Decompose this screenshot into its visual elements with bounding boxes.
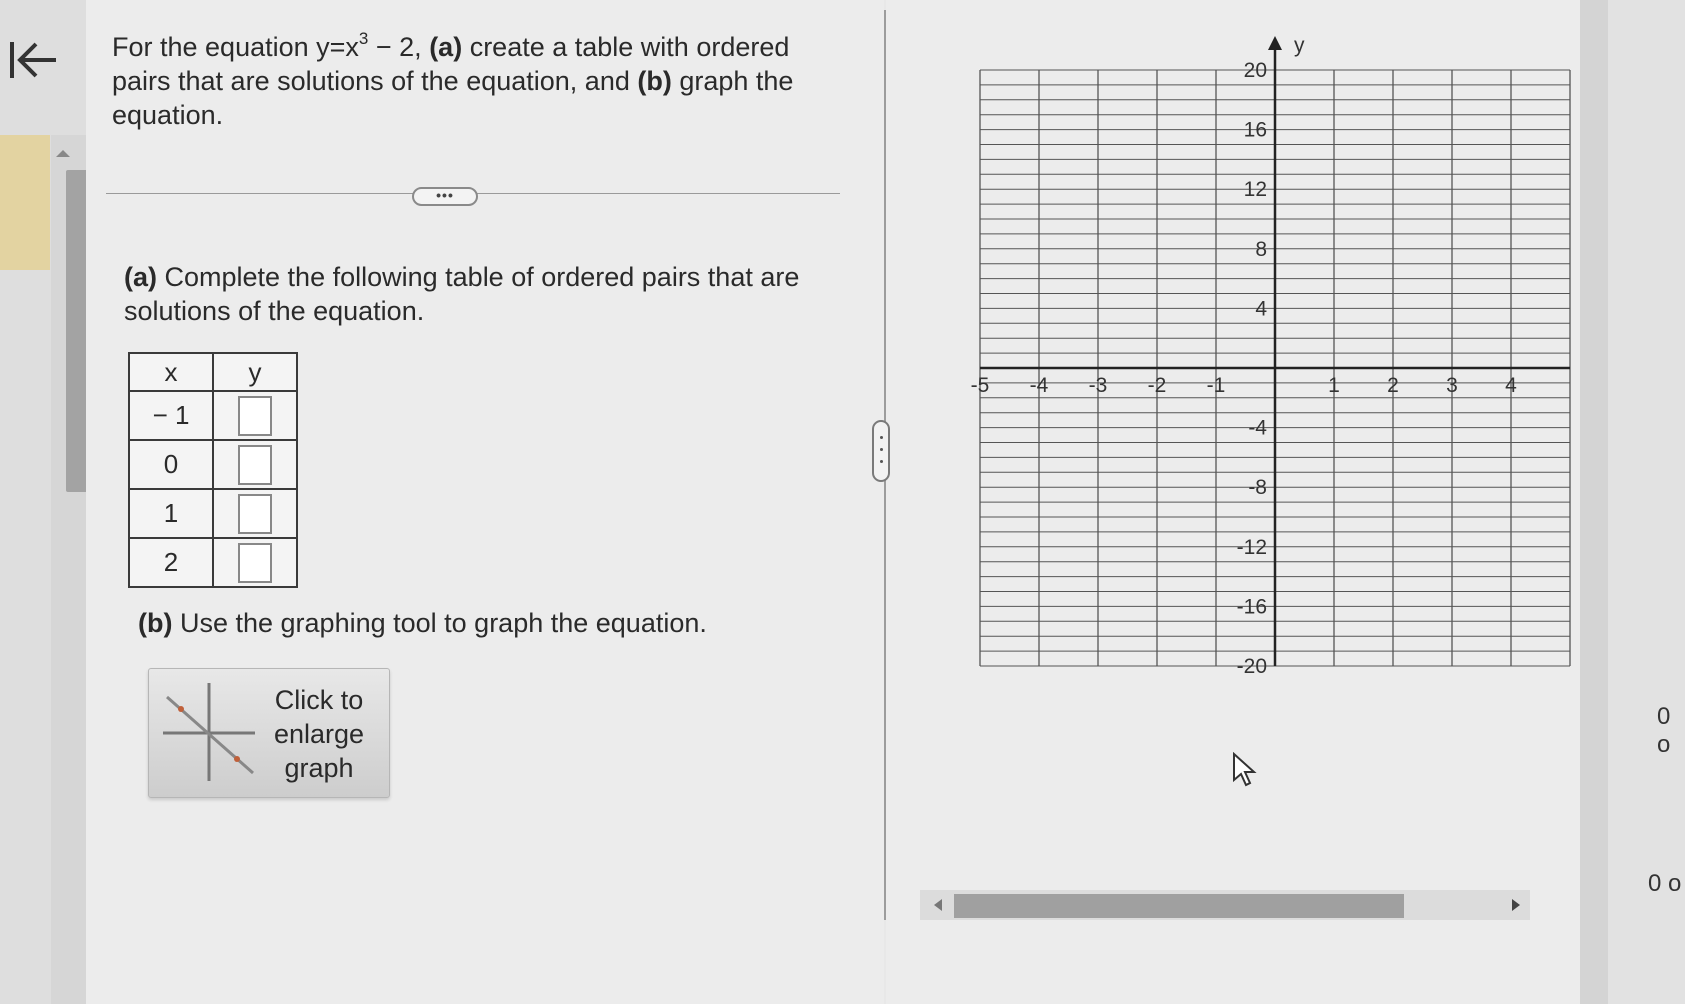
y-tick-label: -4: [1248, 416, 1267, 440]
y-answer-input[interactable]: [238, 543, 272, 583]
scroll-right-arrow-icon[interactable]: [1512, 899, 1520, 911]
x-value-cell: 2: [129, 538, 213, 587]
x-tick-label: -5: [970, 374, 990, 397]
right-edge-panel: [1608, 0, 1685, 1004]
ordered-pairs-table: [128, 352, 298, 588]
y-tick-label: -16: [1236, 595, 1267, 619]
expand-more-button[interactable]: •••: [412, 187, 478, 206]
x-tick-label: 2: [1387, 374, 1399, 397]
y-tick-label: 12: [1243, 178, 1267, 202]
collapse-panel-button[interactable]: [4, 34, 60, 90]
y-axis-label: y: [1294, 34, 1305, 57]
x-tick-labels: [971, 374, 1518, 397]
question-text: For the equation $y=x^3 - 2$, (a) create a table with ordered pairs that are solutions of the equation, and (b) graph the equation.: [112, 29, 794, 130]
y-answer-input[interactable]: [238, 494, 272, 534]
scroll-up-arrow-icon[interactable]: [56, 150, 70, 157]
y-value-cell: [213, 538, 297, 587]
x-tick-label: 1: [1328, 374, 1340, 397]
table-row: [129, 538, 297, 587]
y-value-cell: [213, 489, 297, 538]
collapse-left-icon: [4, 34, 60, 90]
y-value-cell: [213, 440, 297, 489]
y-tick-label: 16: [1243, 118, 1267, 142]
x-tick-label: -3: [1088, 374, 1108, 397]
x-tick-label: 3: [1446, 374, 1458, 397]
y-tick-label: -8: [1248, 476, 1267, 500]
table-header-row: [129, 353, 297, 391]
y-tick-label: 20: [1243, 59, 1267, 82]
enlarge-graph-button[interactable]: [148, 668, 390, 798]
question-tab-indicator: [0, 135, 50, 270]
axes: [980, 36, 1570, 666]
x-tick-label: -1: [1206, 374, 1226, 397]
x-value-cell: 1: [129, 489, 213, 538]
y-tick-label: 8: [1255, 237, 1267, 261]
y-value-cell: [213, 391, 297, 440]
x-value-cell: − 1: [129, 391, 213, 440]
mouse-cursor-icon: [1232, 752, 1258, 788]
horizontal-scroll-thumb[interactable]: [954, 894, 1404, 918]
x-tick-label: 4: [1505, 374, 1517, 397]
pane-resize-handle[interactable]: [872, 420, 890, 482]
enlarge-graph-label: Click to enlarge graph: [273, 685, 365, 783]
y-answer-input[interactable]: [238, 396, 272, 436]
right-edge-shadow: [1580, 0, 1610, 1004]
y-axis-arrow: [1268, 36, 1282, 50]
table-row: [129, 489, 297, 538]
part-b-instructions: (b) Use the graphing tool to graph the equation.: [138, 608, 707, 638]
x-column-header: x: [129, 353, 213, 391]
part-a-instructions: (a) Complete the following table of ordered pairs that are solutions of the equation.: [124, 262, 800, 326]
table-row: [129, 440, 297, 489]
y-tick-label: 4: [1255, 297, 1267, 321]
scroll-left-arrow-icon[interactable]: [934, 899, 942, 911]
table-row: [129, 391, 297, 440]
x-value-cell: 0: [129, 440, 213, 489]
x-tick-label: -2: [1147, 374, 1167, 397]
score-indicator: 0 o: [1648, 870, 1682, 897]
y-tick-label: -20: [1236, 655, 1267, 678]
graph-thumbnail-icon: [161, 681, 257, 785]
x-tick-label: -4: [1029, 374, 1049, 397]
coordinate-grid[interactable]: [950, 30, 1580, 690]
y-answer-input[interactable]: [238, 445, 272, 485]
y-column-header: y: [213, 353, 297, 391]
horizontal-scrollbar[interactable]: [920, 890, 1530, 920]
score-indicator: 0 o: [1657, 703, 1671, 758]
y-tick-label: -12: [1236, 535, 1267, 559]
